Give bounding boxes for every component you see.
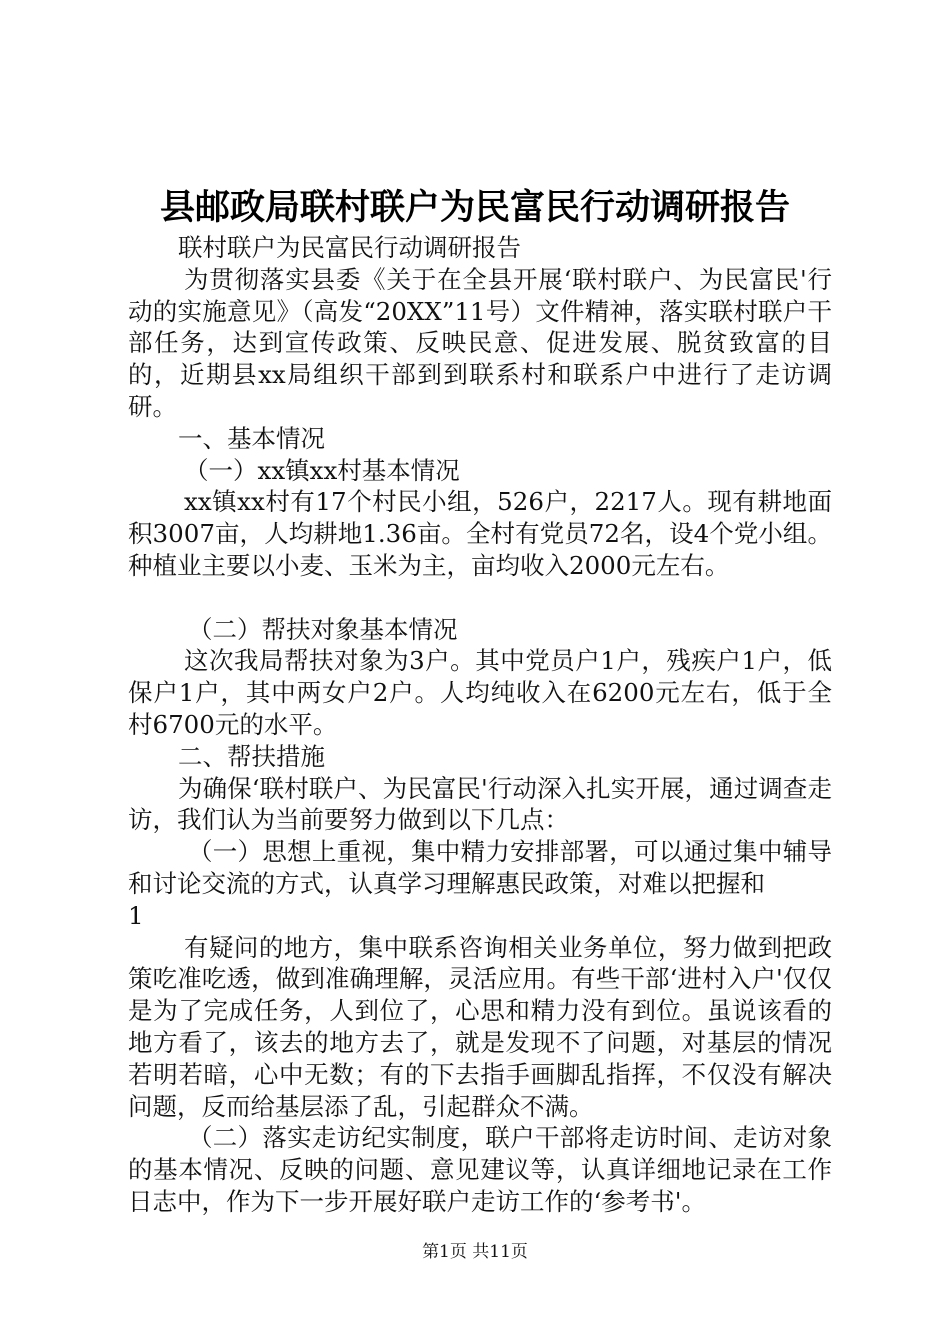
- document-title: 县邮政局联村联户为民富民行动调研报告: [159, 188, 790, 228]
- document-body: [128, 232, 832, 1218]
- subtitle-paragraph: 联村联户为民富民行动调研报告: [178, 233, 521, 262]
- inline-page-number: 1: [128, 900, 144, 930]
- blank-line: [128, 582, 832, 614]
- subsection-heading-targets: （二）帮扶对象基本情况: [188, 614, 458, 644]
- village-info-paragraph: xx镇xx村有17个村民小组，526户，2217人。现有耕地面积3007亩，人均耕地1.36亩。全村有党员72名，设4个党小组。种植业主要以小麦、玉米为主，亩均收入2000元左右。: [128, 487, 832, 580]
- intro-paragraph: 为贯彻落实县委《关于在全县开展‘联村联户、为民富民'行动的实施意见》（高发“20XX”11号）文件精神，落实联村联户干部任务，达到宣传政策、反映民意、促进发展、脱贫致富的目的，近期县xx局组织干部到到联系村和联系户中进行了走访调研。: [128, 264, 832, 421]
- subsection-heading-village: （一）xx镇xx村基本情况: [184, 455, 460, 485]
- section-heading-basic: 一、基本情况: [178, 423, 325, 453]
- section-heading-measures: 二、帮扶措施: [178, 741, 325, 771]
- measure-two-paragraph: （二）落实走访纪实制度，联户干部将走访时间、走访对象的基本情况、反映的问题、意见建议等，认真详细地记录在工作日志中，作为下一步开展好联户走访工作的‘参考书'。: [128, 1123, 832, 1216]
- measures-intro-paragraph: 为确保‘联村联户、为民富民'行动深入扎实开展，通过调查走访，我们认为当前要努力做到以下几点：: [128, 773, 832, 835]
- measure-one-paragraph: （一）思想上重视，集中精力安排部署，可以通过集中辅导和讨论交流的方式，认真学习理解惠民政策，对难以把握和: [128, 837, 832, 898]
- targets-paragraph: 这次我局帮扶对象为3户。其中党员户1户，残疾户1户，低保户1户，其中两女户2户。人均纯收入在6200元左右，低于全村6700元的水平。: [128, 646, 832, 739]
- measure-one-continued-paragraph: 有疑问的地方，集中联系咨询相关业务单位，努力做到把政策吃准吃透，做到准确理解，灵活应用。有些干部‘进村入户'仅仅是为了完成任务，人到位了，心思和精力没有到位。虽说该看的地方看了，该去的地方去了，就是发现不了问题，对基层的情况若明若暗，心中无数；有的下去指手画脚乱指挥，不仅没有解决问题，反而给基层添了乱，引起群众不满。: [128, 932, 832, 1121]
- page-footer: 第1页 共11页: [422, 1242, 528, 1262]
